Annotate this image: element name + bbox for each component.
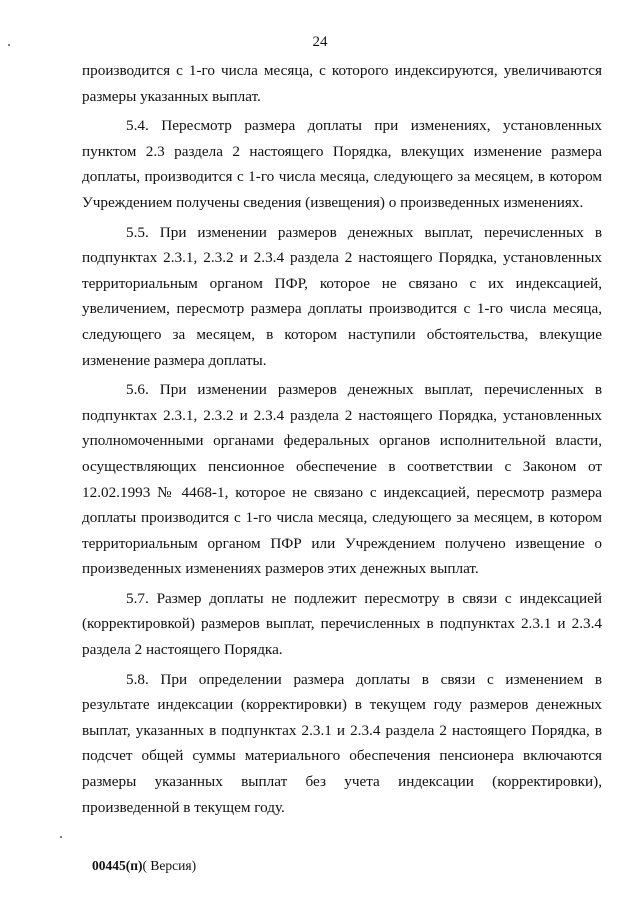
document-footer [92,858,196,874]
scan-speck [60,836,62,838]
paragraph-5-8: 5.8. При определении размера доплаты в связи с изменением в результате индексации (корректировки) в текущем году размеров денежных выплат, указанных в подпунктах 2.3.1 и 2.3.4 раздела 2 настоящего Порядка, в подсчет общей суммы материального обеспечения пенсионера включаются размеры указанных выплат без учета индексации (корректировки), произведенной в текущем году. [82,670,602,816]
document-version: ( Версия) [142,858,197,873]
paragraph-continuation: производится с 1-го числа месяца, с которого индексируются, увеличиваются размеры указанных выплат. [82,62,602,105]
page-number: 24 [312,34,328,50]
scan-speck [8,44,10,46]
document-code: 00445(п) [92,858,143,873]
paragraph-5-4: 5.4. Пересмотр размера доплаты при изменениях, установленных пунктом 2.3 раздела 2 настоящего Порядка, влекущих изменение размера доплаты, производится с 1-го числа месяца, следующего за месяцем, в котором Учреждением получены сведения (извещения) о произведенных изменениях. [82,117,602,211]
paragraph-5-5: 5.5. При изменении размеров денежных выплат, перечисленных в подпунктах 2.3.1, 2.3.2 и 2.3.4 раздела 2 настоящего Порядка, установленных территориальным органом ПФР, которое не связано с их индексацией, увеличением, пересмотр размера доплаты производится с 1-го числа месяца, следующего за месяцем, в котором наступили обстоятельства, влекущие изменение размера доплаты. [82,223,602,369]
document-body [82,58,602,820]
paragraph-5-6: 5.6. При изменении размеров денежных выплат, перечисленных в подпунктах 2.3.1, 2.3.2 и 2.3.4 раздела 2 настоящего Порядка, установленных уполномоченными органами федеральных органов исполнительной власти, осуществляющих пенсионное обеспечение в соответствии с Законом от 12.02.1993 № 4468-1, которое не связано с индексацией, пересмотр размера доплаты производится с 1-го числа месяца, следующего за месяцем, в котором территориальным органом ПФР или Учреждением получено извещение о произведенных изменениях размеров этих денежных выплат. [82,381,602,578]
paragraph-5-7: 5.7. Размер доплаты не подлежит пересмотру в связи с индексацией (корректировкой) размеров выплат, перечисленных в подпунктах 2.3.1 и 2.3.4 раздела 2 настоящего Порядка. [82,589,602,659]
